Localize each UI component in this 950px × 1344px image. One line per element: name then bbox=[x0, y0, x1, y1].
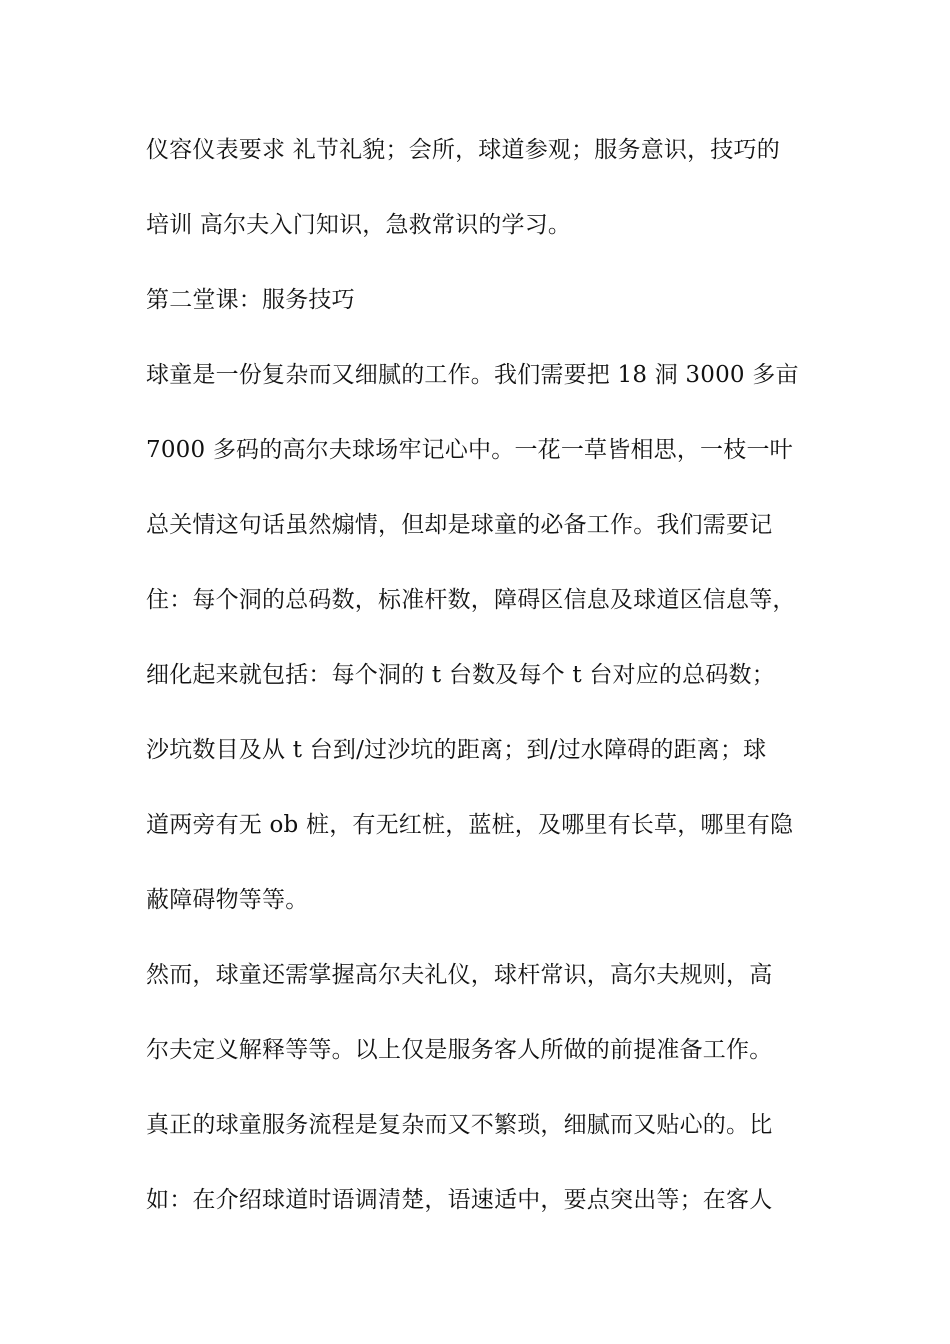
text-line-14: 真正的球童服务流程是复杂而又不繁琐，细腻而又贴心的。比 bbox=[146, 1112, 773, 1138]
text-line-12: 然而，球童还需掌握高尔夫礼仪，球杆常识，高尔夫规则，高 bbox=[146, 962, 773, 988]
section-heading: 第二堂课：服务技巧 bbox=[146, 287, 355, 313]
text-line-2: 培训 高尔夫入门知识，急救常识的学习。 bbox=[146, 212, 572, 238]
text-line-11: 蔽障碍物等等。 bbox=[146, 887, 309, 913]
text-line-9: 沙坑数目及从 t 台到/过沙坑的距离；到/过水障碍的距离；球 bbox=[146, 737, 767, 763]
text-line-4: 球童是一份复杂而又细腻的工作。我们需要把 18 洞 3000 多亩 bbox=[146, 362, 799, 388]
text-line-7: 住：每个洞的总码数，标准杆数，障碍区信息及球道区信息等， bbox=[146, 587, 796, 613]
text-line-13: 尔夫定义解释等等。以上仅是服务客人所做的前提准备工作。 bbox=[146, 1037, 773, 1063]
text-line-15: 如：在介绍球道时语调清楚，语速适中，要点突出等；在客人 bbox=[146, 1187, 773, 1213]
text-line-8: 细化起来就包括：每个洞的 t 台数及每个 t 台对应的总码数； bbox=[146, 662, 775, 688]
text-line-1: 仪容仪表要求 礼节礼貌；会所，球道参观；服务意识，技巧的 bbox=[146, 137, 780, 163]
text-line-5: 7000 多码的高尔夫球场牢记心中。一花一草皆相思，一枝一叶 bbox=[146, 437, 793, 463]
text-line-6: 总关情这句话虽然煽情，但却是球童的必备工作。我们需要记 bbox=[146, 512, 773, 538]
text-line-10: 道两旁有无 ob 桩，有无红桩，蓝桩，及哪里有长草，哪里有隐 bbox=[146, 812, 794, 838]
